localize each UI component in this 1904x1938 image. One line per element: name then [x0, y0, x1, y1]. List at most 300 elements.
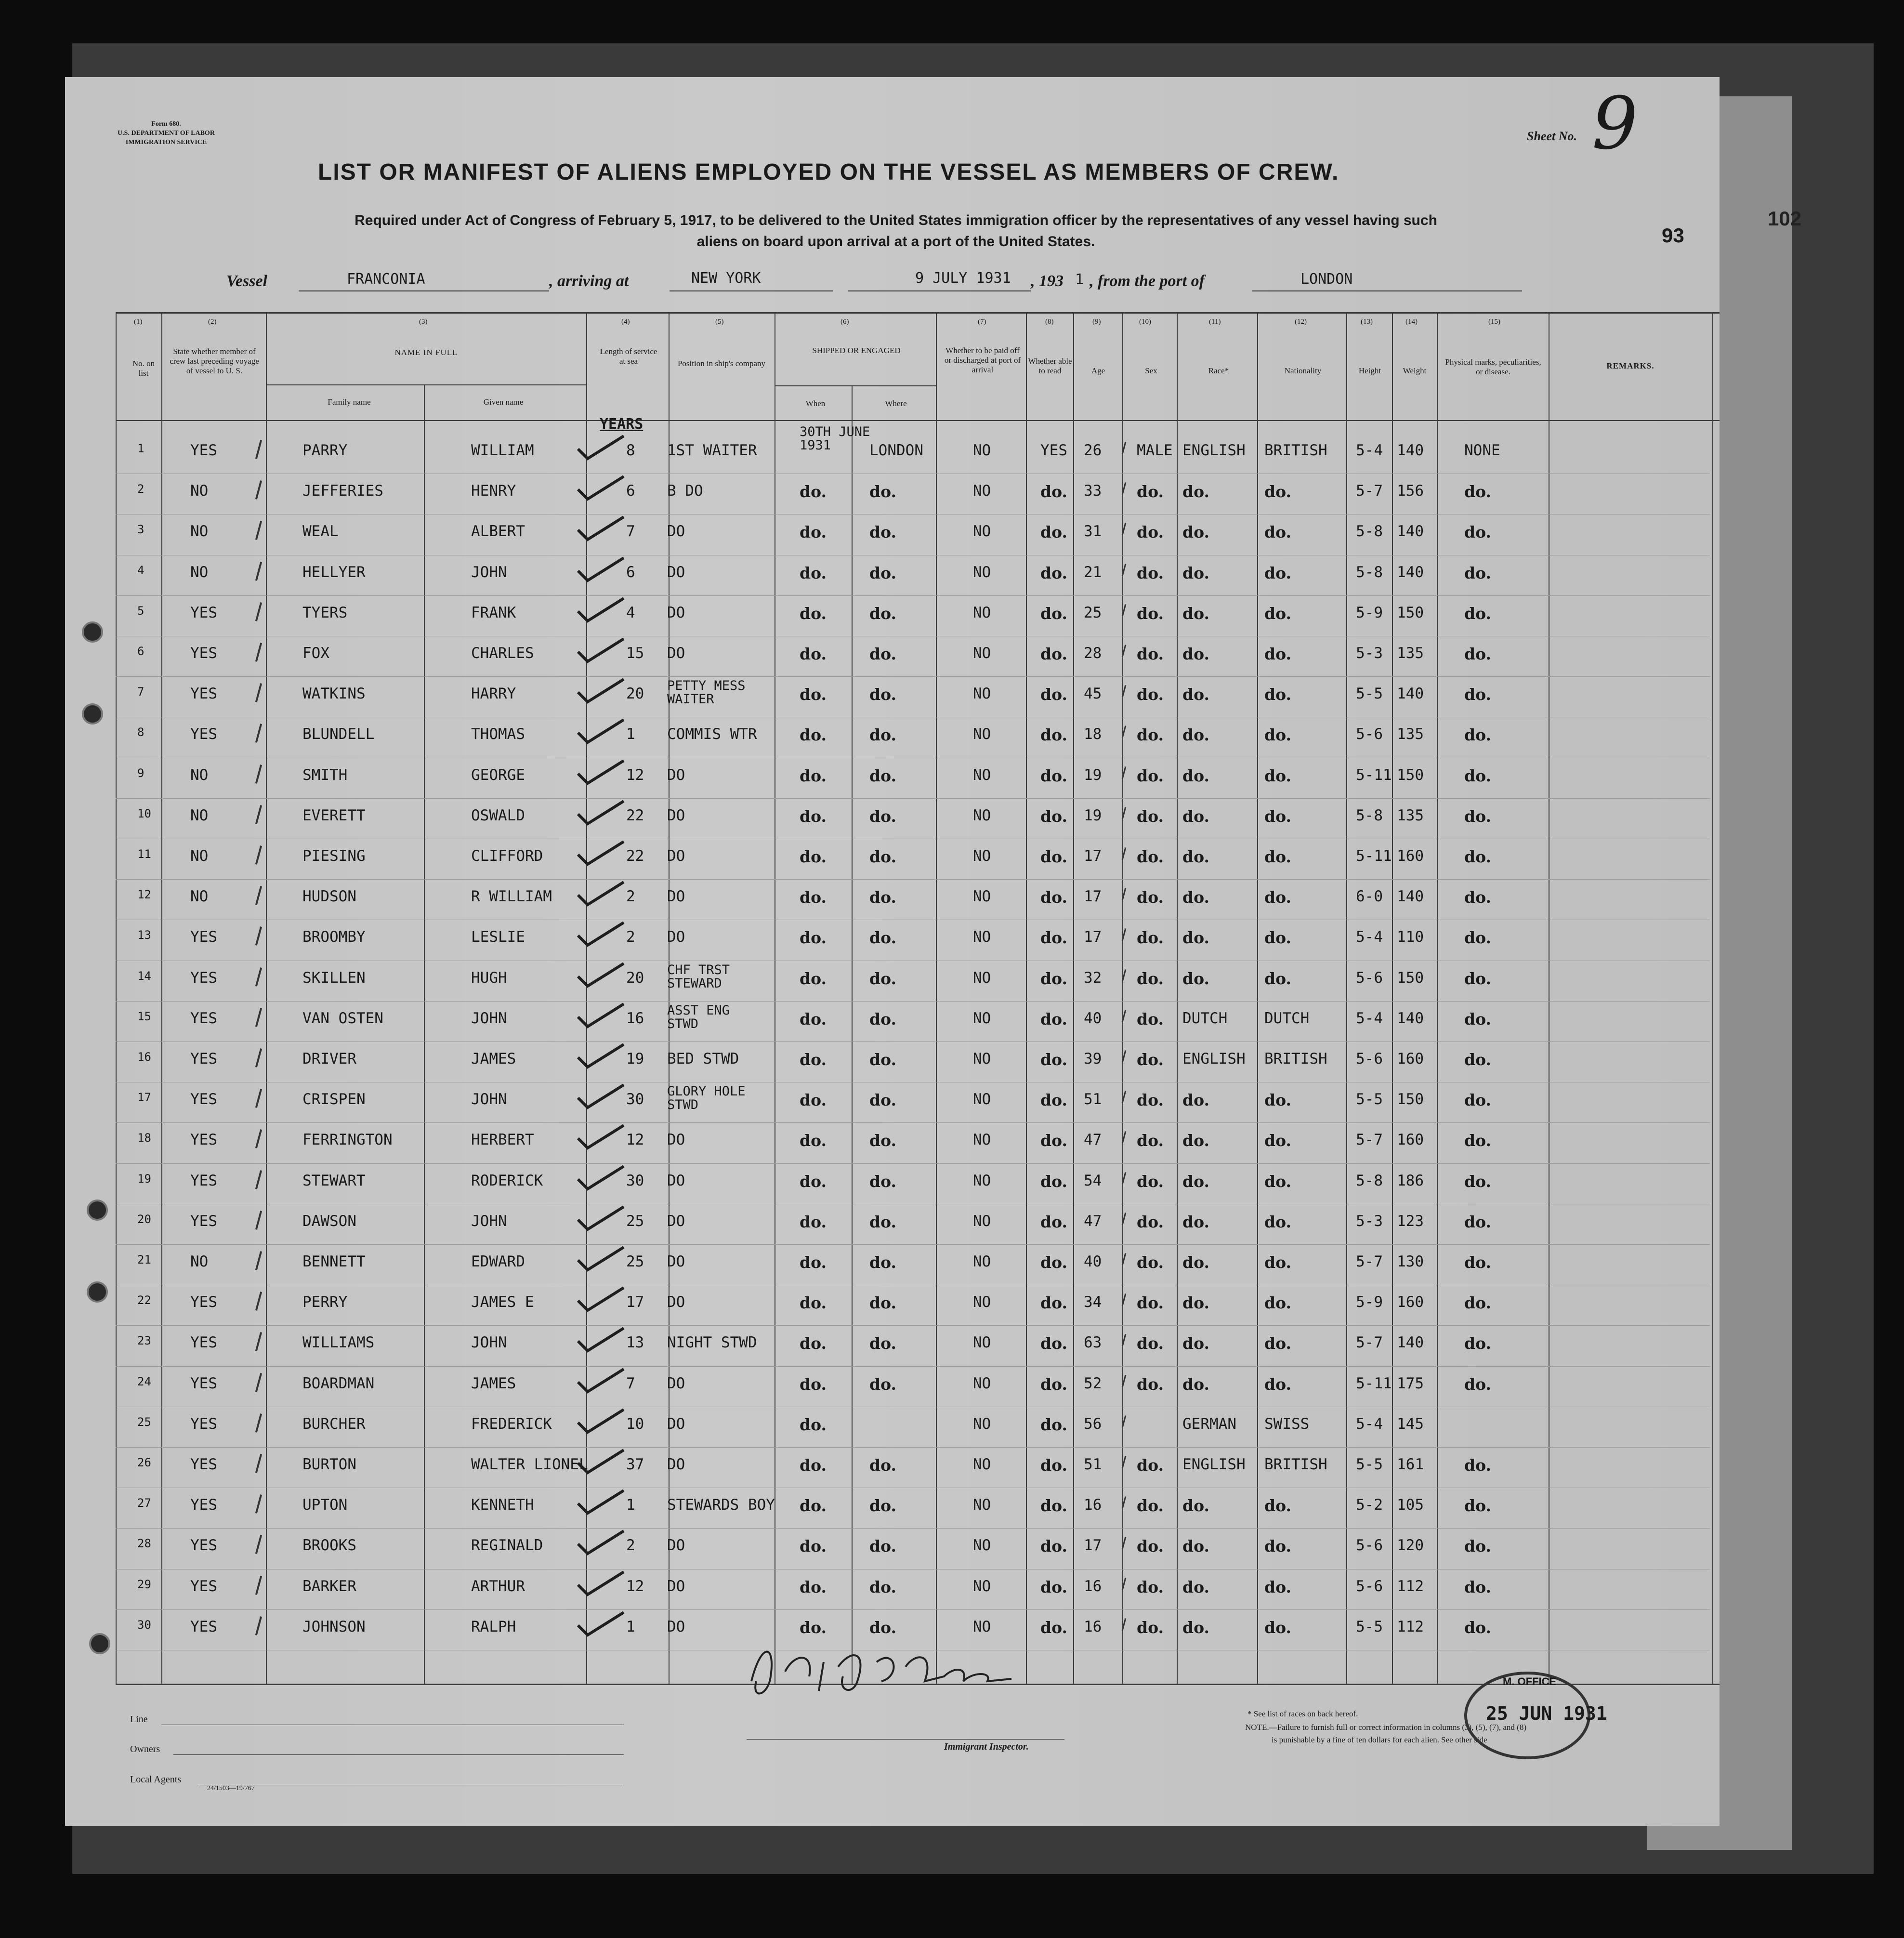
col-header-remarks: REMARKS.	[1606, 361, 1655, 370]
cell-read: do.	[1040, 1537, 1067, 1556]
corner-number-edge: 102	[1768, 207, 1802, 230]
cell-weight: 145	[1397, 1415, 1424, 1433]
cell-age: 19	[1084, 806, 1102, 824]
cell-weight: 105	[1397, 1496, 1424, 1514]
cell-age: 34	[1084, 1293, 1102, 1311]
cell-family: VAN OSTEN	[302, 1009, 383, 1027]
cell-marks: do.	[1464, 888, 1491, 907]
cell-when: do.	[800, 1537, 827, 1556]
header-bottom-border	[116, 420, 1720, 421]
cell-family: EVERETT	[302, 806, 366, 824]
cell-family: PARRY	[302, 442, 348, 459]
cell-weight: 120	[1397, 1537, 1424, 1555]
cell-service: 19	[626, 1050, 644, 1068]
cell-no: 20	[137, 1212, 151, 1226]
cell-paid: NO	[973, 523, 991, 541]
cell-race: ENGLISH	[1182, 1050, 1246, 1068]
form-identifier	[106, 119, 226, 147]
cell-paid: NO	[973, 685, 991, 703]
sheet-number: 9	[1592, 82, 1638, 166]
cell-where: do.	[869, 1009, 896, 1028]
header-subdivider-name	[266, 384, 586, 385]
cell-when: do.	[800, 1415, 827, 1434]
cell-where: do.	[869, 645, 896, 663]
cell-weight: 186	[1397, 1172, 1424, 1189]
cell-prev: YES	[190, 442, 217, 459]
cell-age: 47	[1084, 1131, 1102, 1149]
cell-paid: NO	[973, 806, 991, 824]
cell-paid: NO	[973, 1050, 991, 1068]
cell-sex: do.	[1137, 725, 1164, 745]
cell-marks: do.	[1464, 1618, 1491, 1637]
check-mark-icon	[576, 432, 629, 461]
cell-service: 7	[626, 1374, 635, 1392]
cell-paid: NO	[973, 1253, 991, 1270]
col-header-no: No. on list	[132, 359, 155, 378]
cell-age: 56	[1084, 1415, 1102, 1433]
cell-age: 51	[1084, 1456, 1102, 1473]
cell-position: DO	[667, 523, 685, 541]
cell-weight: 135	[1397, 725, 1424, 743]
cell-paid: NO	[973, 482, 991, 500]
col-header-when: When	[805, 399, 826, 408]
cell-service: 6	[626, 482, 635, 500]
col-header-race: Race*	[1208, 366, 1229, 375]
cell-service: 1	[626, 1496, 635, 1514]
cell-where: do.	[869, 1293, 896, 1313]
cell-race: do.	[1182, 563, 1209, 582]
cell-service: 6	[626, 563, 635, 581]
cell-paid: NO	[973, 1172, 991, 1189]
cell-nat: do.	[1264, 1577, 1291, 1596]
cell-read: YES	[1040, 442, 1067, 459]
binder-hole	[89, 1633, 110, 1654]
cell-weight: 110	[1397, 928, 1424, 946]
cell-where: do.	[869, 888, 896, 907]
cell-weight: 150	[1397, 1091, 1424, 1108]
cell-height: 6-0	[1356, 888, 1383, 906]
cell-family: SMITH	[302, 766, 348, 784]
row-divider	[116, 1447, 1710, 1448]
cell-nat: do.	[1264, 1374, 1291, 1394]
cell-weight: 140	[1397, 442, 1424, 459]
cell-paid: NO	[973, 1618, 991, 1635]
cell-paid: NO	[973, 604, 991, 621]
cell-given: GEORGE	[471, 766, 525, 784]
cell-weight: 160	[1397, 1050, 1424, 1068]
cell-service: 13	[626, 1334, 644, 1352]
cell-service: 37	[626, 1456, 644, 1473]
cell-when: do.	[800, 523, 827, 542]
cell-no: 7	[137, 685, 144, 699]
check-mark-icon	[576, 1243, 629, 1272]
cell-height: 5-3	[1356, 1212, 1383, 1230]
arriving-label: , arriving at	[549, 272, 629, 290]
cell-when: do.	[800, 928, 827, 948]
cell-height: 5-6	[1356, 1537, 1383, 1555]
cell-position: DO	[667, 645, 685, 662]
cell-given: JOHN	[471, 1091, 507, 1108]
cell-given: JAMES	[471, 1050, 516, 1068]
cell-when: do.	[800, 969, 827, 988]
cell-age: 39	[1084, 1050, 1102, 1068]
cell-service: 7	[626, 523, 635, 541]
arrival-port: NEW YORK	[691, 270, 761, 287]
cell-where: do.	[869, 523, 896, 542]
cell-nat: do.	[1264, 1131, 1291, 1150]
cell-nat: do.	[1264, 1253, 1291, 1272]
cell-where: do.	[869, 928, 896, 948]
cell-race: do.	[1182, 482, 1209, 501]
cell-where: do.	[869, 1091, 896, 1110]
cell-race: ENGLISH	[1182, 442, 1246, 459]
department-name: U.S. DEPARTMENT OF LABOR	[118, 130, 215, 137]
cell-no: 3	[137, 523, 144, 537]
cell-no: 17	[137, 1091, 151, 1105]
cell-marks: do.	[1464, 604, 1491, 623]
cell-when: do.	[800, 1496, 827, 1516]
col-header-able-to-read: Whether able to read	[1028, 356, 1072, 375]
cell-given: RALPH	[471, 1618, 516, 1635]
cell-marks: do.	[1464, 563, 1491, 582]
cell-no: 4	[137, 563, 144, 577]
cell-family: BARKER	[302, 1577, 356, 1595]
cell-sex: do.	[1137, 563, 1164, 582]
year-label: , 193	[1031, 272, 1064, 290]
cell-position: DO	[667, 806, 685, 824]
cell-weight: 175	[1397, 1374, 1424, 1392]
cell-no: 11	[137, 847, 151, 861]
cell-where: do.	[869, 725, 896, 745]
cell-service: 20	[626, 969, 644, 987]
col-header-name-in-full: NAME IN FULL	[394, 348, 458, 357]
cell-nat: do.	[1264, 604, 1291, 623]
col-12-number: (12)	[1295, 318, 1307, 326]
row-divider	[116, 595, 1710, 596]
cell-read: do.	[1040, 806, 1067, 826]
check-mark-icon	[576, 1041, 629, 1069]
cell-race: do.	[1182, 1618, 1209, 1637]
cell-read: do.	[1040, 1212, 1067, 1231]
cell-position: BED STWD	[667, 1050, 739, 1068]
check-mark-icon	[576, 1324, 629, 1353]
cell-race: do.	[1182, 928, 1209, 948]
cell-prev: NO	[190, 563, 209, 581]
cell-sex: do.	[1137, 1253, 1164, 1272]
cell-no: 26	[137, 1456, 151, 1469]
cell-weight: 156	[1397, 482, 1424, 500]
cell-service: 22	[626, 806, 644, 824]
check-mark-icon	[576, 594, 629, 623]
cell-position: DO	[667, 766, 685, 784]
cell-marks: NONE	[1464, 442, 1500, 459]
cell-marks: do.	[1464, 766, 1491, 785]
races-note: * See list of races on back hereof.	[1247, 1709, 1358, 1718]
cell-marks: do.	[1464, 1131, 1491, 1150]
cell-given: LESLIE	[471, 928, 525, 946]
page-subtitle	[193, 210, 1599, 252]
cell-sex: do.	[1137, 888, 1164, 907]
cell-race: do.	[1182, 685, 1209, 704]
cell-height: 5-5	[1356, 1618, 1383, 1635]
cell-prev: NO	[190, 806, 209, 824]
cell-read: do.	[1040, 685, 1067, 704]
cell-sex: do.	[1137, 1293, 1164, 1313]
cell-height: 5-5	[1356, 1091, 1383, 1108]
cell-position: PETTY MESS WAITER	[667, 678, 746, 707]
cell-marks: do.	[1464, 1374, 1491, 1394]
cell-prev: NO	[190, 888, 209, 906]
cell-no: 16	[137, 1050, 151, 1064]
cell-weight: 140	[1397, 685, 1424, 703]
cell-paid: NO	[973, 725, 991, 743]
cell-where: LONDON	[869, 442, 923, 459]
cell-sex: do.	[1137, 1131, 1164, 1150]
cell-weight: 112	[1397, 1618, 1424, 1635]
cell-age: 25	[1084, 604, 1102, 621]
check-mark-icon	[576, 1568, 629, 1597]
cell-height: 5-5	[1356, 685, 1383, 703]
cell-given: HUGH	[471, 969, 507, 987]
cell-nat: do.	[1264, 725, 1291, 745]
col-header-position: Position in ship's company	[677, 359, 766, 368]
cell-position: COMMIS WTR	[667, 725, 757, 743]
cell-given: WALTER LIONEL	[471, 1456, 588, 1473]
cell-marks: do.	[1464, 847, 1491, 866]
cell-family: HUDSON	[302, 888, 356, 906]
cell-where: do.	[869, 1374, 896, 1394]
cell-read: do.	[1040, 563, 1067, 582]
cell-sex: do.	[1137, 806, 1164, 826]
cell-prev: NO	[190, 482, 209, 500]
cell-no: 24	[137, 1374, 151, 1388]
cell-given: JAMES E	[471, 1293, 534, 1311]
cell-age: 40	[1084, 1253, 1102, 1270]
cell-age: 21	[1084, 563, 1102, 581]
cell-height: 5-7	[1356, 1253, 1383, 1270]
cell-when: do.	[800, 888, 827, 907]
cell-position: DO	[667, 1212, 685, 1230]
cell-read: do.	[1040, 523, 1067, 542]
cell-paid: NO	[973, 563, 991, 581]
col-header-where: Where	[885, 399, 907, 408]
stamp-office-text: M. OFFICE	[1503, 1675, 1557, 1688]
cell-age: 16	[1084, 1618, 1102, 1635]
cell-paid: NO	[973, 1496, 991, 1514]
cell-paid: NO	[973, 645, 991, 662]
cell-sex: do.	[1137, 482, 1164, 501]
cell-service: 30	[626, 1172, 644, 1189]
cell-nat: do.	[1264, 1618, 1291, 1637]
row-divider	[116, 1609, 1710, 1610]
cell-race: do.	[1182, 1577, 1209, 1596]
cell-where: do.	[869, 1577, 896, 1596]
cell-race: do.	[1182, 969, 1209, 988]
cell-read: do.	[1040, 1172, 1067, 1191]
cell-service: 2	[626, 928, 635, 946]
cell-sex: do.	[1137, 1212, 1164, 1231]
cell-weight: 135	[1397, 645, 1424, 662]
cell-read: do.	[1040, 1577, 1067, 1596]
cell-race: DUTCH	[1182, 1009, 1228, 1027]
service-unit-years: YEARS	[600, 416, 643, 433]
cell-nat: do.	[1264, 1334, 1291, 1353]
page-title: LIST OR MANIFEST OF ALIENS EMPLOYED ON THE VESSEL AS MEMBERS OF CREW.	[318, 159, 1339, 185]
cell-family: STEWART	[302, 1172, 366, 1189]
cell-read: do.	[1040, 1415, 1067, 1434]
cell-position: DO	[667, 563, 685, 581]
cell-race: do.	[1182, 1334, 1209, 1353]
cell-paid: NO	[973, 442, 991, 459]
cell-given: WILLIAM	[471, 442, 534, 459]
cell-nat: do.	[1264, 1537, 1291, 1556]
cell-weight: 150	[1397, 604, 1424, 621]
cell-where: do.	[869, 969, 896, 988]
cell-prev: NO	[190, 523, 209, 541]
cell-race: do.	[1182, 1212, 1209, 1231]
cell-read: do.	[1040, 1334, 1067, 1353]
vessel-label: Vessel	[226, 272, 267, 290]
binder-hole	[82, 703, 103, 725]
col-header-sex: Sex	[1145, 366, 1157, 375]
cell-read: do.	[1040, 1091, 1067, 1110]
col-7-number: (7)	[978, 318, 986, 326]
cell-marks: do.	[1464, 725, 1491, 745]
row-divider	[116, 798, 1710, 799]
local-agents-label: Local Agents	[130, 1774, 182, 1785]
arrival-date: 9 JULY 1931	[915, 270, 1011, 287]
col-header-paid-off: Whether to be paid off or discharged at port of arrival	[944, 346, 1021, 374]
cell-family: SKILLEN	[302, 969, 366, 987]
cell-age: 26	[1084, 442, 1102, 459]
cell-given: R WILLIAM	[471, 888, 552, 906]
row-divider	[116, 1325, 1710, 1326]
cell-service: 25	[626, 1212, 644, 1230]
cell-marks: do.	[1464, 645, 1491, 663]
cell-no: 18	[137, 1131, 151, 1145]
cell-read: do.	[1040, 928, 1067, 948]
cell-when: do.	[800, 1009, 827, 1028]
cell-weight: 140	[1397, 1009, 1424, 1027]
cell-family: BROOKS	[302, 1537, 356, 1555]
cell-sex: do.	[1137, 928, 1164, 948]
cell-prev: YES	[190, 1293, 217, 1311]
binder-hole	[87, 1281, 108, 1303]
cell-prev: YES	[190, 1537, 217, 1555]
cell-position: DO	[667, 1456, 685, 1473]
cell-where: do.	[869, 1537, 896, 1556]
cell-paid: NO	[973, 1293, 991, 1311]
cell-service: 10	[626, 1415, 644, 1433]
cell-weight: 140	[1397, 563, 1424, 581]
cell-race: do.	[1182, 523, 1209, 542]
cell-marks: do.	[1464, 1537, 1491, 1556]
cell-position: DO	[667, 1415, 685, 1433]
cell-read: do.	[1040, 1253, 1067, 1272]
cell-race: do.	[1182, 1172, 1209, 1191]
cell-age: 19	[1084, 766, 1102, 784]
cell-age: 16	[1084, 1577, 1102, 1595]
cell-prev: NO	[190, 847, 209, 865]
cell-service: 30	[626, 1091, 644, 1108]
cell-paid: NO	[973, 766, 991, 784]
cell-when: do.	[800, 685, 827, 704]
cell-height: 5-8	[1356, 563, 1383, 581]
check-mark-icon	[576, 1121, 629, 1150]
cell-family: JEFFERIES	[302, 482, 383, 500]
cell-read: do.	[1040, 1131, 1067, 1150]
cell-when: do.	[800, 604, 827, 623]
cell-service: 4	[626, 604, 635, 621]
cell-height: 5-5	[1356, 1456, 1383, 1473]
cell-weight: 112	[1397, 1577, 1424, 1595]
cell-read: do.	[1040, 969, 1067, 988]
cell-prev: YES	[190, 604, 217, 621]
cell-when: do.	[800, 1212, 827, 1231]
check-mark-icon	[576, 1365, 629, 1394]
cell-race: GERMAN	[1182, 1415, 1236, 1433]
cell-marks: do.	[1464, 806, 1491, 826]
cell-weight: 160	[1397, 847, 1424, 865]
departure-port: LONDON	[1300, 271, 1353, 288]
cell-family: BURTON	[302, 1456, 356, 1473]
cell-paid: NO	[973, 1009, 991, 1027]
cell-nat: do.	[1264, 969, 1291, 988]
cell-height: 5-6	[1356, 969, 1383, 987]
cell-sex: do.	[1137, 1334, 1164, 1353]
col-header-length-of-service: Length of service at sea	[600, 347, 657, 366]
cell-service: 12	[626, 766, 644, 784]
cell-when: do.	[800, 645, 827, 663]
cell-given: CHARLES	[471, 645, 534, 662]
cell-prev: YES	[190, 928, 217, 946]
cell-position: GLORY HOLE STWD	[667, 1084, 746, 1113]
check-mark-icon	[576, 757, 629, 786]
row-divider	[116, 1244, 1710, 1245]
cell-nat: do.	[1264, 1496, 1291, 1516]
cell-sex: do.	[1137, 685, 1164, 704]
cell-given: OSWALD	[471, 806, 525, 824]
cell-family: WILLIAMS	[302, 1334, 375, 1352]
row-divider	[116, 1366, 1710, 1367]
col-header-shipped-or-engaged: SHIPPED OR ENGAGED	[812, 346, 901, 355]
cell-sex: do.	[1137, 645, 1164, 663]
check-mark-icon	[576, 960, 629, 989]
cell-prev: YES	[190, 1172, 217, 1189]
cell-nat: DUTCH	[1264, 1009, 1310, 1027]
cell-when: do.	[800, 1091, 827, 1110]
penalty-note-line-1: NOTE.—Failure to furnish full or correct information in columns (3), (5), (7), and (8)	[1245, 1723, 1526, 1732]
cell-age: 51	[1084, 1091, 1102, 1108]
cell-nat: do.	[1264, 563, 1291, 582]
cell-height: 5-7	[1356, 1131, 1383, 1149]
cell-height: 5-9	[1356, 1293, 1383, 1311]
cell-where: do.	[869, 563, 896, 582]
cell-sex: do.	[1137, 766, 1164, 785]
stamp-date: 25 JUN 1931	[1486, 1703, 1607, 1724]
cell-age: 31	[1084, 523, 1102, 541]
cell-marks: do.	[1464, 1009, 1491, 1028]
col-header-age: Age	[1091, 366, 1105, 375]
check-mark-icon	[576, 1406, 629, 1435]
cell-no: 9	[137, 766, 144, 780]
cell-service: 20	[626, 685, 644, 703]
cell-when: do.	[800, 1172, 827, 1191]
cell-nat: do.	[1264, 482, 1291, 501]
cell-position: DO	[667, 604, 685, 621]
cell-read: do.	[1040, 604, 1067, 623]
cell-position: DO	[667, 928, 685, 946]
